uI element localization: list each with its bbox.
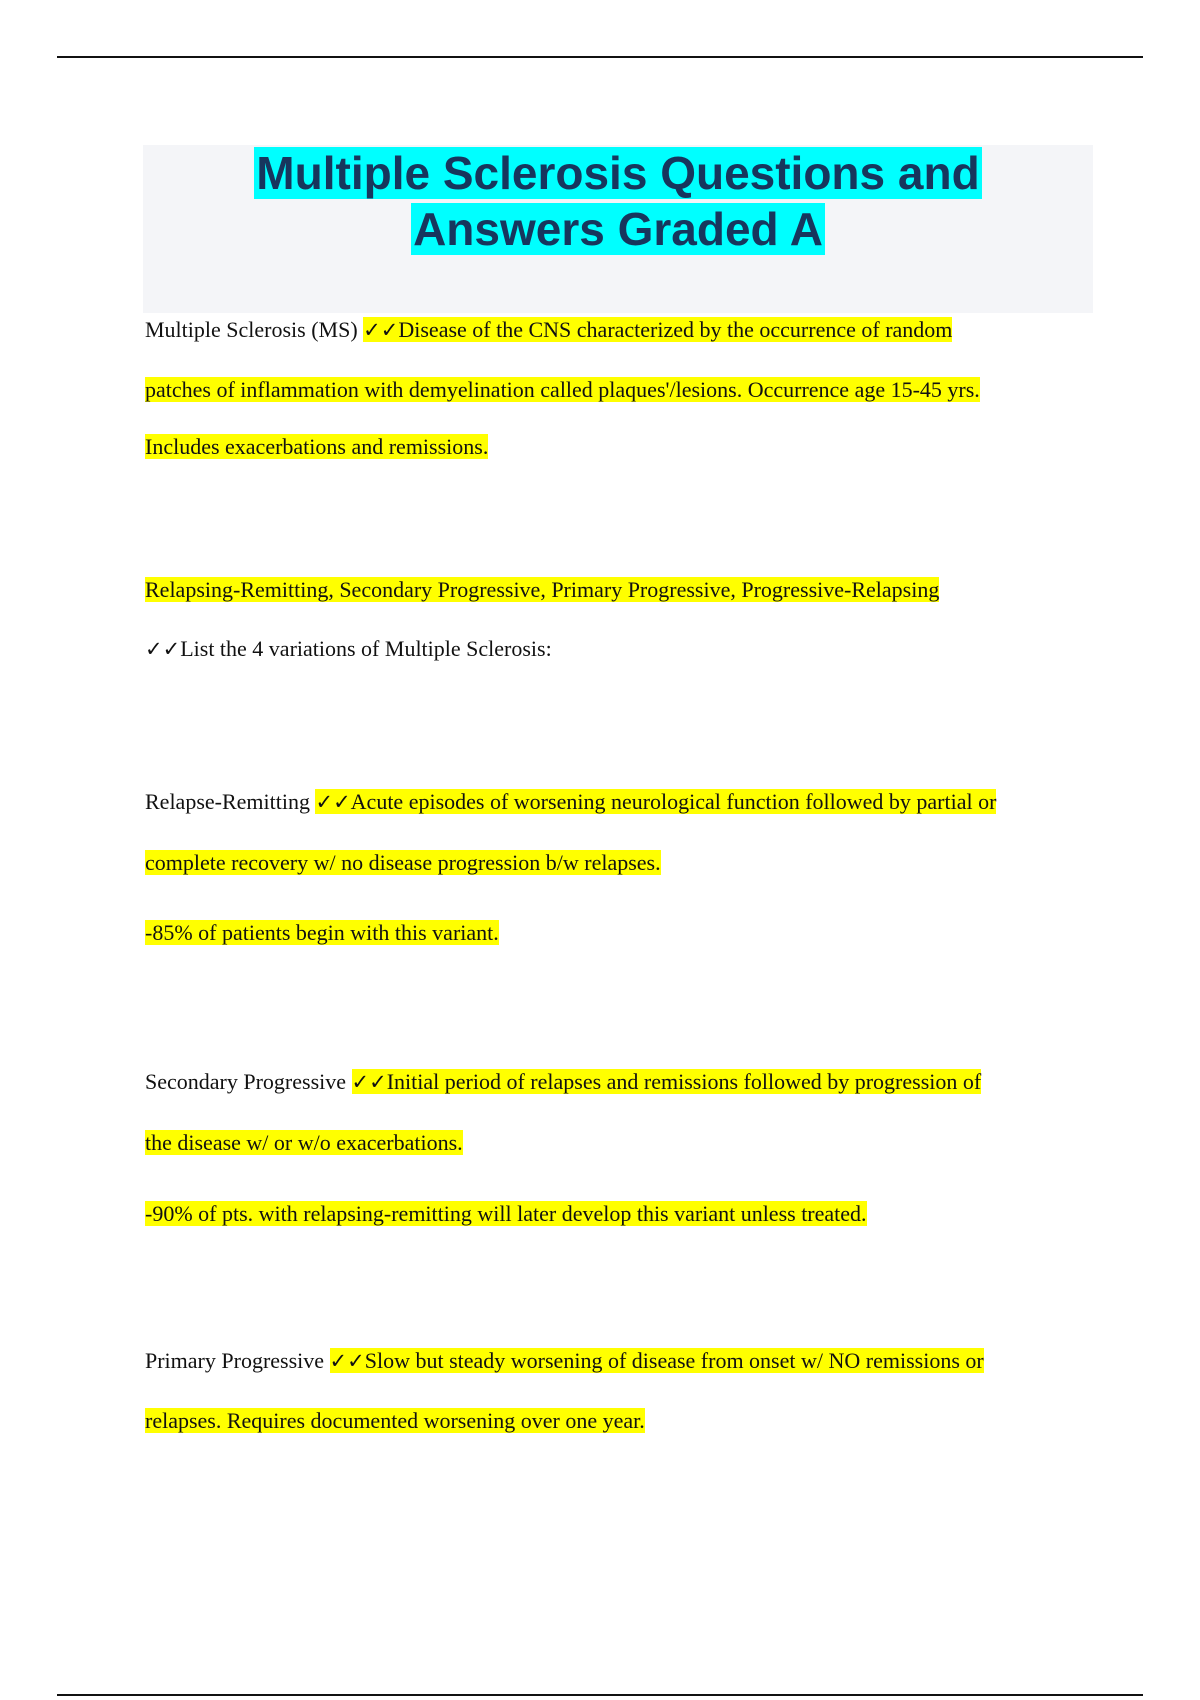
title-line-1: Multiple Sclerosis Questions and <box>256 147 980 199</box>
card-4-answer-line-3: -90% of pts. with relapsing-remitting will later develop this variant unless treated. <box>145 1201 867 1226</box>
card-5-line-2 <box>145 1406 645 1436</box>
card-1-answer-line-2: patches of inflammation with demyelination called plaques'/lesions. Occurrence age 15-45 yrs. <box>145 377 980 402</box>
card-1-line-2 <box>145 375 980 405</box>
double-check-icon: ✓✓ <box>315 790 351 814</box>
card-5-answer-line-2: relapses. Requires documented worsening over one year. <box>145 1408 645 1433</box>
double-check-icon: ✓✓ <box>329 1349 365 1373</box>
card-2-term: Relapsing-Remitting, Secondary Progressive, Primary Progressive, Progressive-Relapsing <box>145 577 940 602</box>
card-3-answer-line-3: -85% of patients begin with this variant. <box>145 920 499 945</box>
card-1-line-3 <box>145 432 488 462</box>
card-4-line-3 <box>145 1199 867 1229</box>
card-4-term: Secondary Progressive <box>145 1069 347 1094</box>
card-3-line-2 <box>145 848 661 878</box>
top-rule <box>57 56 1143 58</box>
card-5-term: Primary Progressive <box>145 1348 325 1373</box>
double-check-icon: ✓✓ <box>363 318 399 342</box>
card-4-line-2 <box>145 1128 463 1158</box>
title-line-2: Answers Graded A <box>413 203 823 255</box>
card-2-line-2 <box>145 634 552 664</box>
card-3-line-1 <box>145 787 996 817</box>
double-check-icon: ✓✓ <box>145 637 181 661</box>
card-4-answer-line-1: ✓✓Initial period of relapses and remissions followed by progression of <box>351 1069 982 1094</box>
card-1-answer-line-1: ✓✓Disease of the CNS characterized by the occurrence of random <box>363 317 953 342</box>
card-1-line-1 <box>145 315 952 345</box>
title-box <box>143 145 1093 313</box>
card-3-answer-line-1: ✓✓Acute episodes of worsening neurological function followed by partial or <box>315 789 997 814</box>
document-title <box>143 145 1093 257</box>
double-check-icon: ✓✓ <box>351 1070 387 1094</box>
card-4-answer-line-2: the disease w/ or w/o exacerbations. <box>145 1130 463 1155</box>
card-3-term: Relapse-Remitting <box>145 789 310 814</box>
card-3-answer-line-2: complete recovery w/ no disease progression b/w relapses. <box>145 850 661 875</box>
card-1-term: Multiple Sclerosis (MS) <box>145 317 358 342</box>
card-5-line-1 <box>145 1346 984 1376</box>
bottom-rule <box>57 1694 1143 1696</box>
card-1-answer-line-3: Includes exacerbations and remissions. <box>145 434 489 459</box>
card-2-line-1 <box>145 575 939 605</box>
card-2-answer: List the 4 variations of Multiple Sclerosis: <box>180 636 552 661</box>
card-3-line-3 <box>145 918 499 948</box>
card-5-answer-line-1: ✓✓Slow but steady worsening of disease from onset w/ NO remissions or <box>329 1348 984 1373</box>
card-4-line-1 <box>145 1067 981 1097</box>
